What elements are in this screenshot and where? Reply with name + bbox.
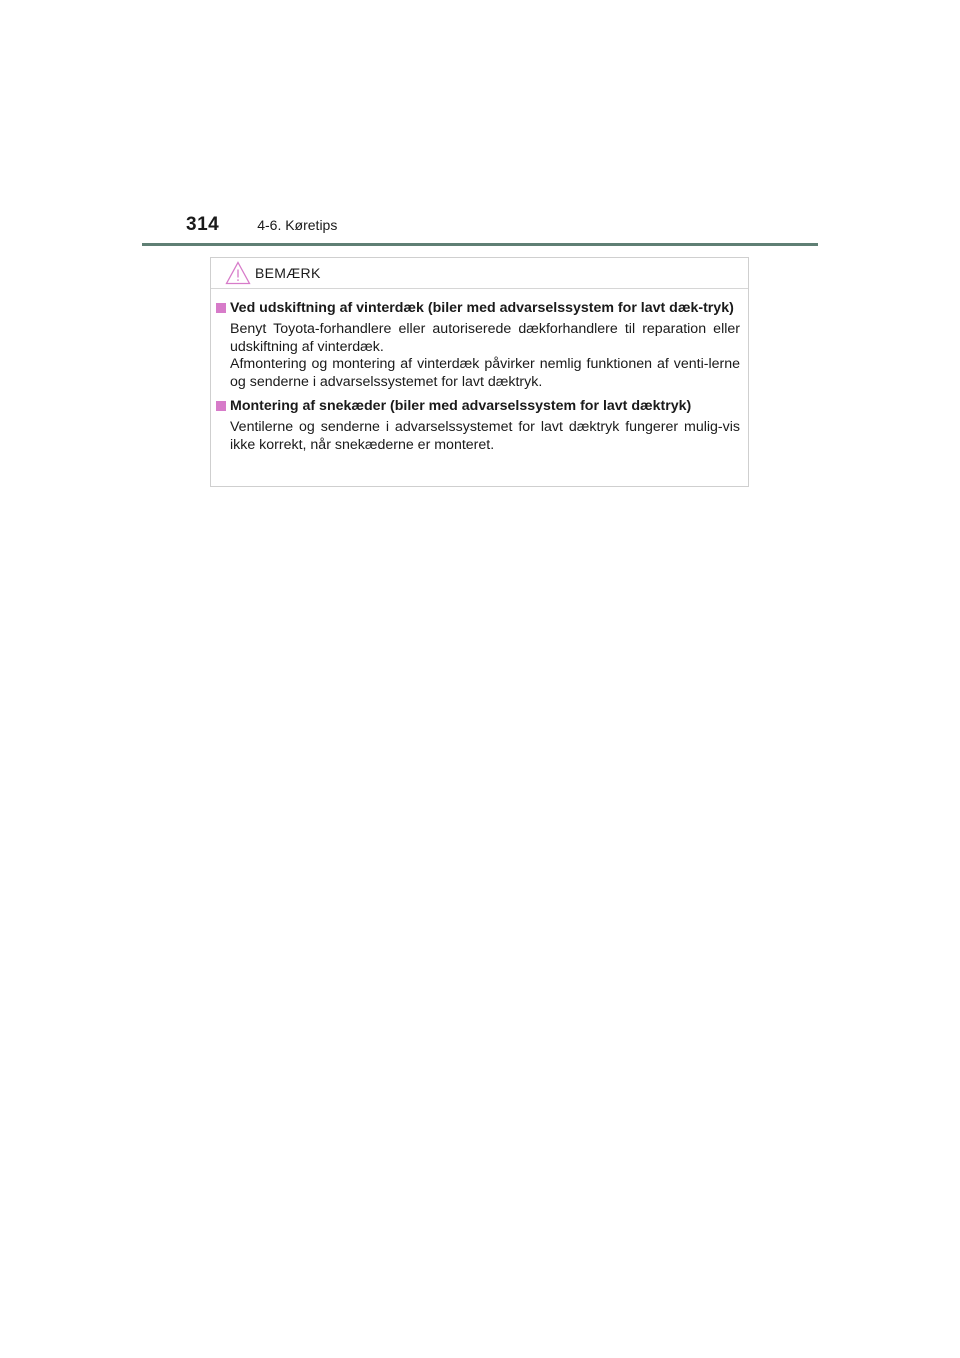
notice-item-title-text: Ved udskiftning af vinterdæk (biler med advarselssystem for lavt dæk-tryk)	[230, 300, 734, 316]
header-divider	[142, 243, 818, 246]
notice-label: BEMÆRK	[255, 265, 321, 281]
notice-header	[211, 258, 748, 289]
notice-paragraph: Ventilerne og senderne i advarselssystemet for lavt dæktryk fungerer mulig-vis ikke korrekt, når snekæderne er monteret.	[230, 419, 740, 453]
page-header	[186, 214, 337, 238]
square-bullet-icon	[216, 401, 226, 411]
notice-item-text	[230, 321, 740, 391]
warning-triangle-icon	[225, 261, 251, 285]
square-bullet-icon	[216, 303, 226, 313]
notice-item-title	[216, 397, 740, 415]
notice-paragraph: Afmontering og montering af vinterdæk påvirker nemlig funktionen af venti-lerne og senderne i advarselssystemet for lavt dæktryk.	[230, 356, 740, 390]
notice-item-text	[230, 419, 740, 454]
notice-item	[216, 397, 740, 454]
notice-item	[216, 299, 740, 391]
notice-paragraph: Benyt Toyota-forhandlere eller autoriserede dækforhandlere til reparation eller udskiftning af vinterdæk.	[230, 321, 740, 355]
notice-box	[210, 257, 749, 487]
notice-item-title	[216, 299, 740, 317]
page-number: 314	[186, 214, 220, 235]
notice-item-title-text: Montering af snekæder (biler med advarselssystem for lavt dæktryk)	[230, 398, 692, 414]
section-title: 4-6. Køretips	[257, 217, 338, 233]
notice-body	[211, 289, 748, 454]
